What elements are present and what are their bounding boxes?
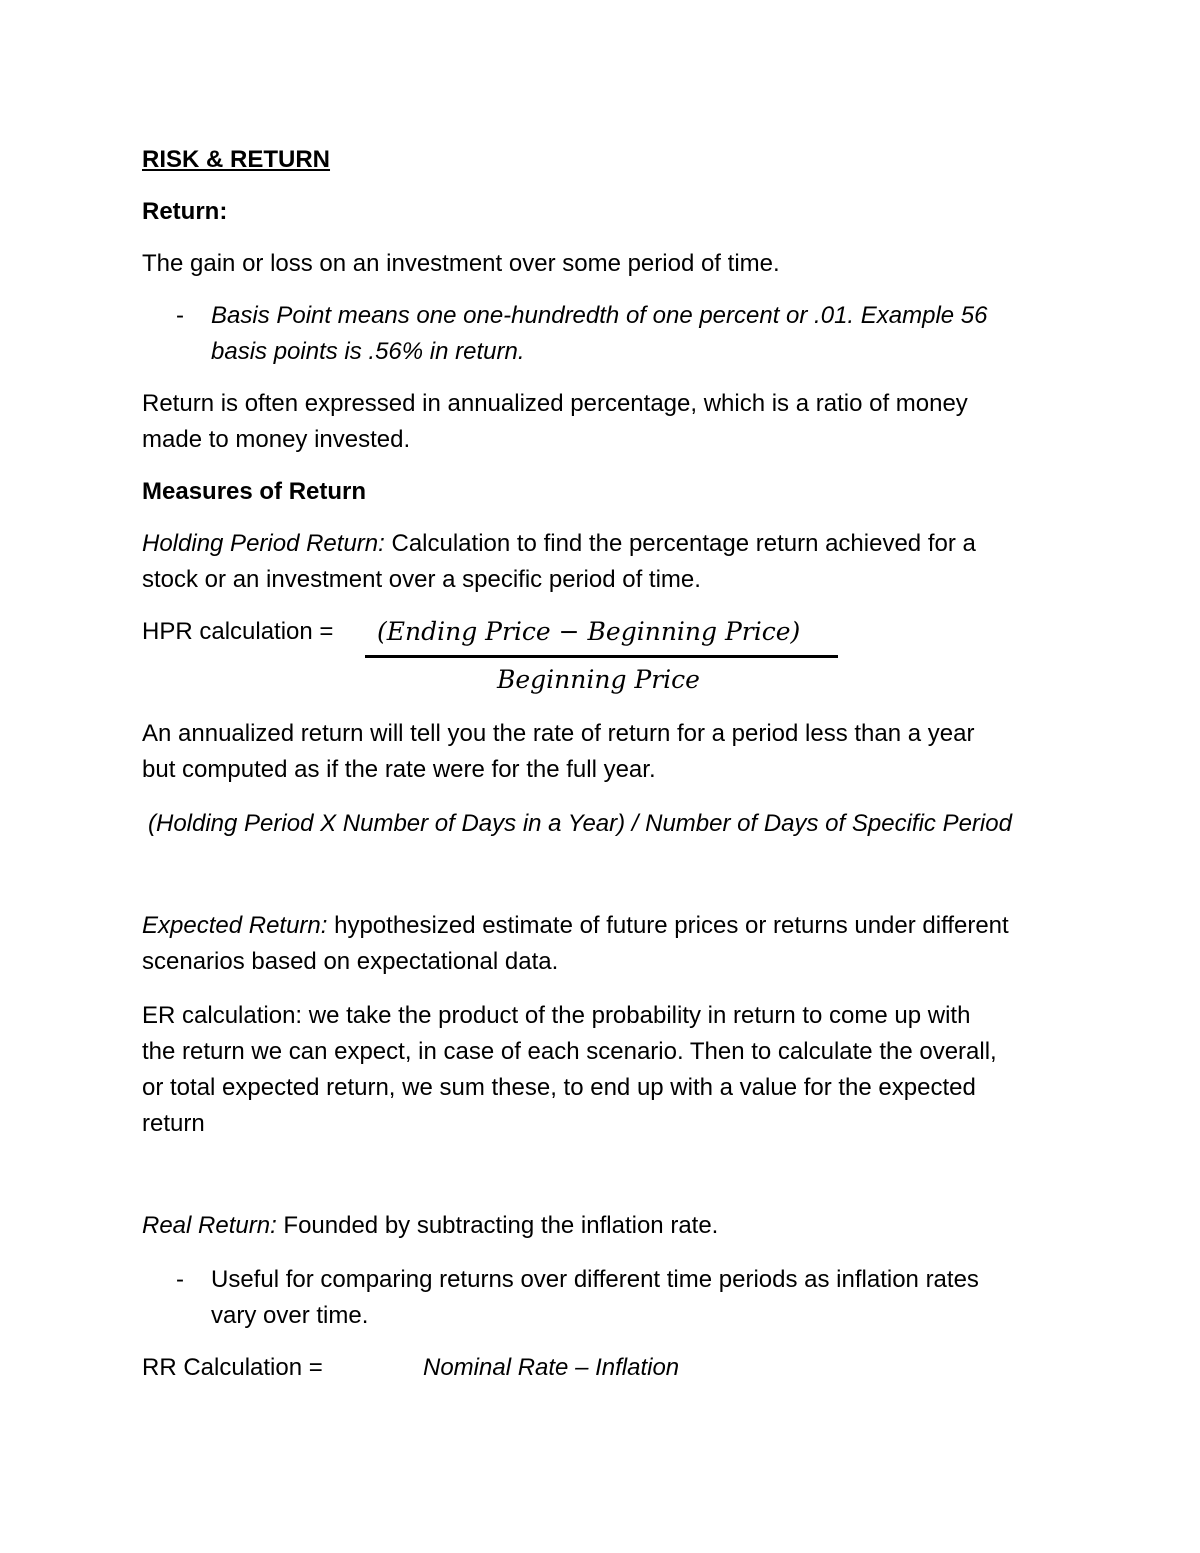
rr-definition [142, 1208, 718, 1244]
rr-bullet-line-2: vary over time. [211, 1302, 369, 1329]
er-calculation-line-1: ER calculation: we take the product of the probability in return to come up with [142, 1002, 971, 1029]
measures-heading: Measures of Return [142, 478, 367, 505]
bullet-dash: - [176, 1266, 184, 1293]
return-definition: The gain or loss on an investment over some period of time. [142, 250, 780, 277]
er-calculation-line-3: or total expected return, we sum these, to end up with a value for the expected [142, 1074, 976, 1101]
rr-bullet-line-1: Useful for comparing returns over different time periods as inflation rates [211, 1266, 979, 1293]
fraction-bar [365, 655, 838, 658]
er-calculation-line-4: return [142, 1110, 205, 1137]
document-title: RISK & RETURN [142, 146, 331, 173]
hpr-definition-line-1 [142, 526, 976, 562]
hpr-definition-text: Calculation to find the percentage return achieved for a [384, 530, 976, 557]
hpr-label: HPR calculation = [142, 618, 334, 645]
annualized-return-line-2: but computed as if the rate were for the full year. [142, 756, 656, 783]
hpr-numerator: (Ending Price − Beginning Price) [377, 617, 801, 646]
hpr-term: Holding Period Return: [142, 530, 385, 557]
annualized-percentage-line-2: made to money invested. [142, 426, 411, 453]
rr-definition-text: Founded by subtracting the inflation rate. [276, 1212, 719, 1239]
annualized-formula: (Holding Period X Number of Days in a Year) / Number of Days of Specific Period [148, 810, 1012, 837]
rr-term: Real Return: [142, 1212, 277, 1239]
er-definition-text: hypothesized estimate of future prices or returns under different [327, 912, 1009, 939]
hpr-denominator: Beginning Price [497, 665, 700, 694]
rr-calculation-label: RR Calculation = [142, 1354, 323, 1381]
er-term: Expected Return: [142, 912, 328, 939]
er-definition-line-2: scenarios based on expectational data. [142, 948, 559, 975]
er-calculation-line-2: the return we can expect, in case of each scenario. Then to calculate the overall, [142, 1038, 997, 1065]
return-heading: Return: [142, 198, 228, 225]
bullet-dash: - [176, 302, 184, 329]
er-definition-line-1 [142, 908, 1009, 944]
basis-point-line-2: basis points is .56% in return. [211, 338, 525, 365]
hpr-definition-line-2: stock or an investment over a specific period of time. [142, 566, 701, 593]
annualized-percentage-line-1: Return is often expressed in annualized percentage, which is a ratio of money [142, 390, 968, 417]
rr-calculation-formula: Nominal Rate – Inflation [423, 1354, 680, 1381]
basis-point-line-1: Basis Point means one one-hundredth of one percent or .01. Example 56 [211, 302, 988, 329]
annualized-return-line-1: An annualized return will tell you the rate of return for a period less than a year [142, 720, 975, 747]
